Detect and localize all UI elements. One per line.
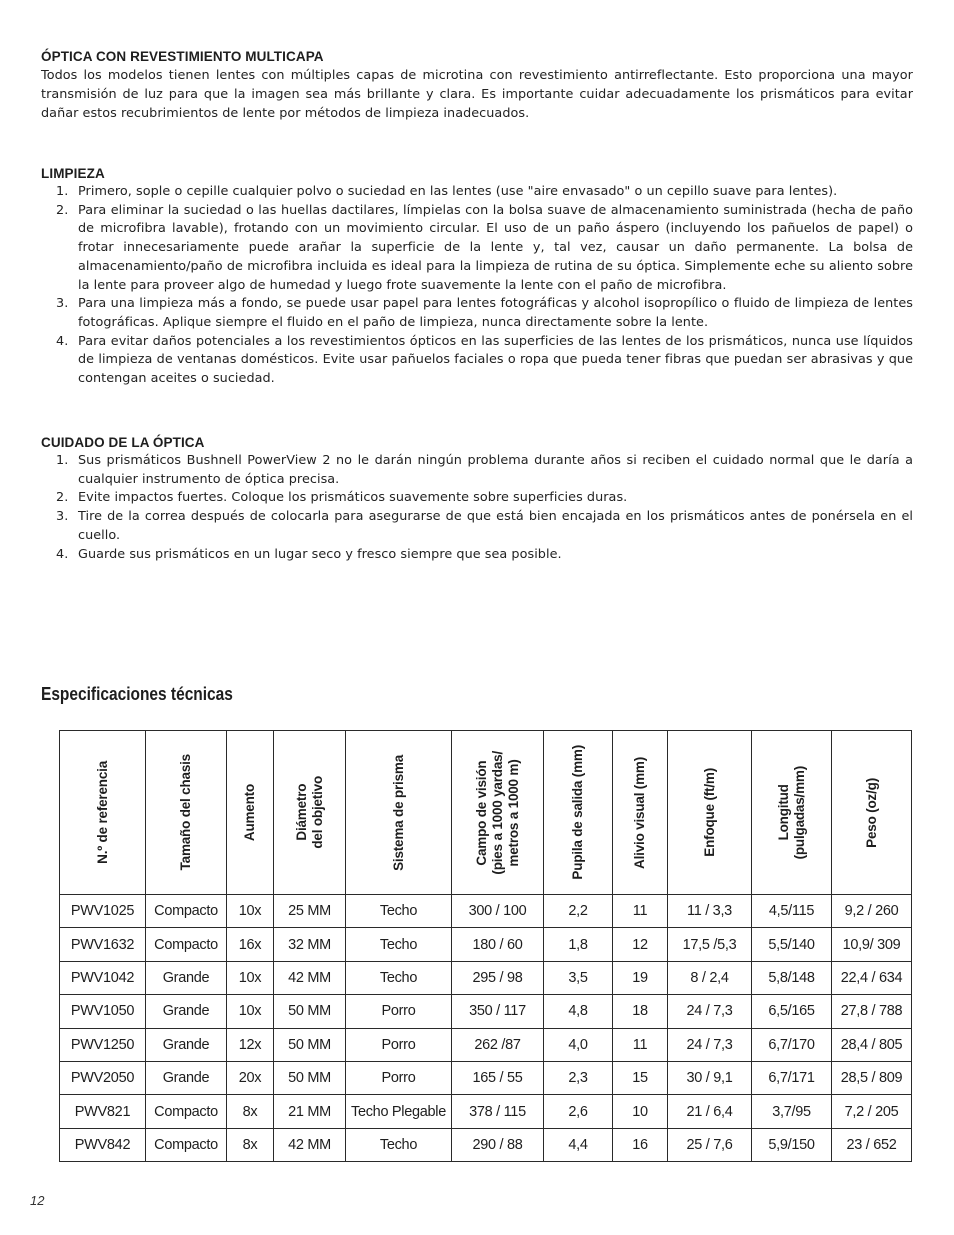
table-cell: Compacto	[146, 895, 227, 928]
table-row	[60, 895, 912, 928]
table-cell: Compacto	[146, 928, 227, 961]
table-cell: 5,8/148	[752, 961, 832, 994]
column-header-label: Alivio visual (mm)	[632, 756, 647, 869]
table-cell: 15	[613, 1061, 668, 1094]
column-header-label: Enfoque (ft/m)	[701, 768, 717, 857]
list-item: 1. Sus prismáticos Bushnell PowerView 2 no le darán ningún problema durante años si reciben el cuidado normal que le daría a cualquier instrumento de óptica precisa.	[56, 453, 913, 487]
table-cell: 8x	[227, 1128, 274, 1161]
column-header-label: Diámetro del objetivo	[293, 776, 325, 849]
list-item: 3. Tire de la correa después de colocarla para asegurarse de que está bien encajada en los prismáticos antes de ponérsela en el cuello.	[56, 509, 913, 543]
table-cell: 50 MM	[274, 1028, 346, 1061]
column-header-label: Peso (oz/g)	[863, 777, 879, 848]
table-cell: PWV1050	[60, 995, 146, 1028]
table-row	[60, 1028, 912, 1061]
table-cell: PWV1250	[60, 1028, 146, 1061]
table-cell: 10x	[227, 961, 274, 994]
table-cell: 42 MM	[274, 1128, 346, 1161]
table-cell: 21 / 6,4	[668, 1095, 752, 1128]
table-cell: Grande	[146, 961, 227, 994]
table-cell: 28,5 / 809	[832, 1061, 912, 1094]
section-heading: LIMPIEZA	[41, 166, 105, 181]
table-cell: Porro	[346, 995, 452, 1028]
table-header-row	[60, 731, 912, 895]
column-header	[274, 731, 346, 895]
table-cell: Techo	[346, 961, 452, 994]
column-header	[452, 731, 544, 895]
table-cell: Techo	[346, 928, 452, 961]
table-cell: 2,2	[544, 895, 613, 928]
table-cell: 350 / 117	[452, 995, 544, 1028]
table-cell: 42 MM	[274, 961, 346, 994]
table-cell: 5,9/150	[752, 1128, 832, 1161]
table-cell: Porro	[346, 1061, 452, 1094]
section-multicoat	[41, 49, 913, 123]
column-header	[613, 731, 668, 895]
table-cell: 295 / 98	[452, 961, 544, 994]
section-paragraph: Todos los modelos tienen lentes con múltiples capas de microtina con revestimiento antirreflectante. Esto proporciona una mayor transmisión de luz para que la imagen sea más brillante y clara. Es importante cuidar adecuadamente los prismáticos para evitar dañar estos recubrimientos de lente por métodos de limpieza inadecuados.	[41, 68, 913, 121]
table-cell: 10x	[227, 995, 274, 1028]
table-cell: 2,6	[544, 1095, 613, 1128]
column-header-label: N.º de referencia	[94, 761, 110, 864]
table-cell: 11 / 3,3	[668, 895, 752, 928]
table-cell: 2,3	[544, 1061, 613, 1094]
table-row	[60, 961, 912, 994]
table-cell: Porro	[346, 1028, 452, 1061]
table-cell: 32 MM	[274, 928, 346, 961]
table-cell: 25 MM	[274, 895, 346, 928]
table-cell: 20x	[227, 1061, 274, 1094]
table-cell: PWV1025	[60, 895, 146, 928]
table-cell: 30 / 9,1	[668, 1061, 752, 1094]
column-header	[668, 731, 752, 895]
table-cell: PWV1632	[60, 928, 146, 961]
table-cell: 165 / 55	[452, 1061, 544, 1094]
table-cell: Grande	[146, 1061, 227, 1094]
table-cell: Compacto	[146, 1095, 227, 1128]
table-cell: 180 / 60	[452, 928, 544, 961]
care-list	[41, 452, 913, 564]
table-cell: 4,8	[544, 995, 613, 1028]
table-row	[60, 1128, 912, 1161]
table-cell: 3,5	[544, 961, 613, 994]
column-header-label: Longitud (pulgadas/mm)	[775, 765, 807, 860]
table-cell: Techo	[346, 1128, 452, 1161]
table-cell: 50 MM	[274, 1061, 346, 1094]
table-cell: 27,8 / 788	[832, 995, 912, 1028]
list-item: 4. Guarde sus prismáticos en un lugar seco y fresco siempre que sea posible.	[56, 546, 562, 562]
column-header-label: Campo de visión (pies a 1000 yardas/ metros a 1000 m)	[473, 750, 521, 875]
table-cell: 8x	[227, 1095, 274, 1128]
table-cell: 50 MM	[274, 995, 346, 1028]
specs-table	[59, 730, 912, 1162]
table-cell: 290 / 88	[452, 1128, 544, 1161]
section-cleaning	[41, 166, 913, 389]
table-cell: 378 / 115	[452, 1095, 544, 1128]
section-care	[41, 435, 913, 564]
list-item: 2. Evite impactos fuertes. Coloque los prismáticos suavemente sobre superficies duras.	[56, 490, 628, 506]
section-heading: CUIDADO DE LA ÓPTICA	[41, 435, 205, 450]
table-cell: PWV2050	[60, 1061, 146, 1094]
table-cell: 4,4	[544, 1128, 613, 1161]
page-number: 12	[30, 1193, 45, 1208]
column-header	[752, 731, 832, 895]
table-cell: 6,7/171	[752, 1061, 832, 1094]
table-cell: 10	[613, 1095, 668, 1128]
table-cell: 12	[613, 928, 668, 961]
column-header-label: Aumento	[242, 783, 257, 842]
table-cell: 7,2 / 205	[832, 1095, 912, 1128]
list-item: 3. Para una limpieza más a fondo, se puede usar papel para lentes fotográficas y alcohol isopropílico o fluido de limpieza de lentes fotográficas. Aplique siempre el fluido en el paño de limpieza, nunca directamente sobre la lente.	[56, 296, 913, 330]
table-cell: 6,5/165	[752, 995, 832, 1028]
column-header	[346, 731, 452, 895]
table-cell: 18	[613, 995, 668, 1028]
column-header	[544, 731, 613, 895]
table-cell: 1,8	[544, 928, 613, 961]
table-cell: 4,5/115	[752, 895, 832, 928]
table-cell: 12x	[227, 1028, 274, 1061]
table-cell: 28,4 / 805	[832, 1028, 912, 1061]
list-item: 4. Para evitar daños potenciales a los revestimientos ópticos en las superficies de las lentes de los prismáticos, nunca use líquidos de limpieza de ventanas domésticos. Evite usar pañuelos faciales o ropa que pueda tener fibras que puedan ser abrasivas y que contengan aceites o suciedad.	[56, 333, 913, 387]
table-cell: 3,7/95	[752, 1095, 832, 1128]
table-cell: 4,0	[544, 1028, 613, 1061]
table-cell: 9,2 / 260	[832, 895, 912, 928]
column-header-label: Tamaño del chasis	[178, 754, 193, 871]
table-cell: 11	[613, 1028, 668, 1061]
table-cell: Grande	[146, 995, 227, 1028]
table-cell: PWV842	[60, 1128, 146, 1161]
column-header-label: Sistema de prisma	[390, 754, 406, 871]
table-cell: Techo Plegable	[346, 1095, 452, 1128]
table-cell: 300 / 100	[452, 895, 544, 928]
table-cell: 10,9/ 309	[832, 928, 912, 961]
table-cell: PWV1042	[60, 961, 146, 994]
table-cell: 25 / 7,6	[668, 1128, 752, 1161]
table-cell: Techo	[346, 895, 452, 928]
cleaning-list	[41, 183, 913, 389]
table-cell: PWV821	[60, 1095, 146, 1128]
column-header-label: Pupila de salida (mm)	[570, 745, 585, 880]
list-item: 2. Para eliminar la suciedad o las huellas dactilares, límpielas con la bolsa suave de almacenamiento suministrada (hecha de paño de microfibra lavable), frotando con un movimiento circular. El uso de un paño áspero (incluyendo los pañuelos de papel) o frotar innecesariamente puede arañar la superficie de la lente y, tal vez, causar un daño permanente. La bolsa de almacenamiento/paño de microfibra incluida es ideal para la limpieza de rutina de su óptica. Simplemente eche su aliento sobre la lente para proveer algo de humedad y luego frote suavemente la lente con el paño de microfibra.	[56, 202, 913, 293]
column-header	[60, 731, 146, 895]
table-cell: 17,5 /5,3	[668, 928, 752, 961]
table-cell: 6,7/170	[752, 1028, 832, 1061]
table-cell: 5,5/140	[752, 928, 832, 961]
table-row	[60, 1095, 912, 1128]
list-item: 1. Primero, sople o cepille cualquier polvo o suciedad en las lentes (use "aire envasado" o un cepillo suave para lentes).	[56, 184, 838, 199]
specs-title: Especificaciones técnicas	[41, 684, 233, 704]
table-cell: 24 / 7,3	[668, 995, 752, 1028]
table-body	[60, 895, 912, 1162]
table-cell: Compacto	[146, 1128, 227, 1161]
table-cell: 16x	[227, 928, 274, 961]
column-header	[146, 731, 227, 895]
table-cell: 262 /87	[452, 1028, 544, 1061]
column-header	[227, 731, 274, 895]
column-header	[832, 731, 912, 895]
table-cell: Grande	[146, 1028, 227, 1061]
table-cell: 11	[613, 895, 668, 928]
table-row	[60, 928, 912, 961]
table-cell: 8 / 2,4	[668, 961, 752, 994]
table-cell: 19	[613, 961, 668, 994]
table-cell: 10x	[227, 895, 274, 928]
table-cell: 16	[613, 1128, 668, 1161]
table-cell: 22,4 / 634	[832, 961, 912, 994]
table-row	[60, 995, 912, 1028]
table-cell: 21 MM	[274, 1095, 346, 1128]
table-cell: 24 / 7,3	[668, 1028, 752, 1061]
table-cell: 23 / 652	[832, 1128, 912, 1161]
section-heading: ÓPTICA CON REVESTIMIENTO MULTICAPA	[41, 49, 324, 64]
table-row	[60, 1061, 912, 1094]
